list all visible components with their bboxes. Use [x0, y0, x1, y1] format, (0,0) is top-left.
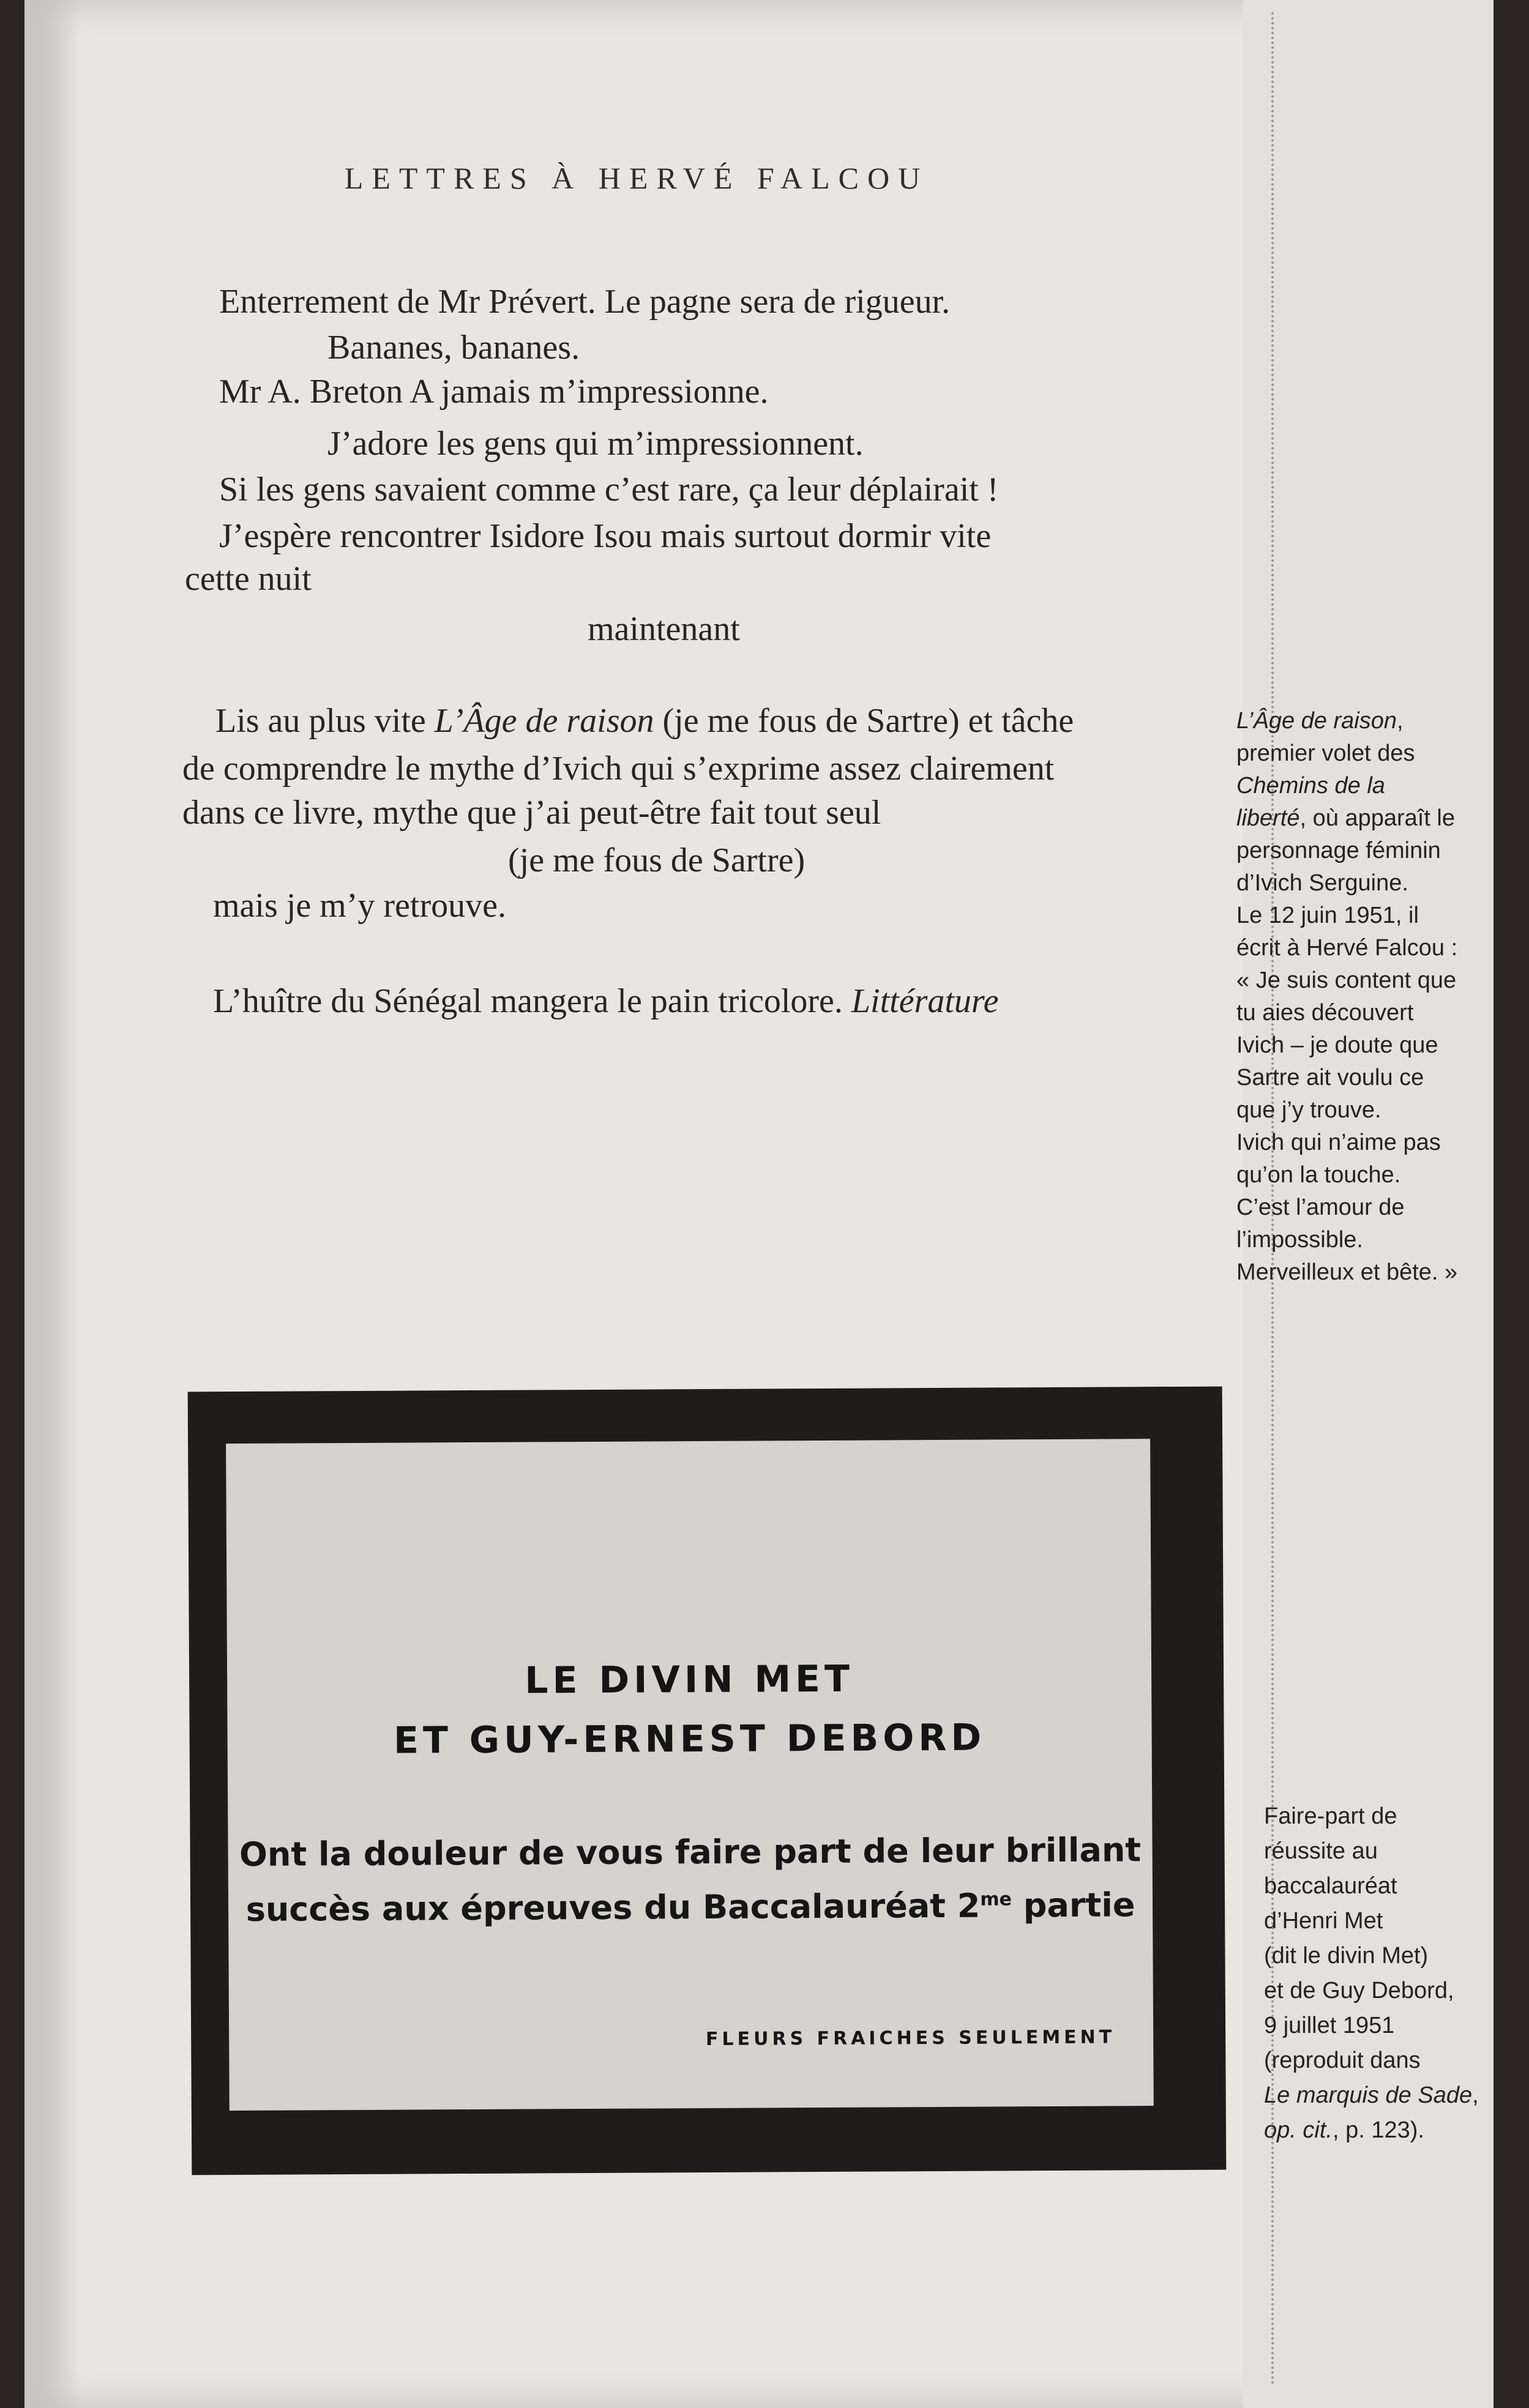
letter-line: dans ce livre, mythe que j’ai peut-être fait tout seul: [182, 794, 881, 832]
letter-line: J’espère rencontrer Isidore Isou mais surtout dormir vite: [219, 517, 992, 555]
margin-note-sartre: L’Âge de raison, premier volet des Chemins de la liberté, où apparaît le personnage féminin d’Ivich Serguine. Le 12 juin 1951, il écrit à Hervé Falcou : « Je suis content que tu aies découvert Ivich – je doute que Sartre ait voulu ce que j’y trouve. Ivich qui n’aime pas qu’on la touche. C’est l’amour de l’impossible. Merveilleux et bête. »: [1236, 708, 1458, 1285]
journal-title: Littérature: [851, 982, 999, 1020]
letter-line: de comprendre le mythe d’Ivich qui s’exprime assez clairement: [182, 750, 1055, 788]
faire-part-card-inner: [226, 1439, 1154, 2111]
letter-line: mais je m’y retrouve.: [213, 887, 506, 925]
gutter-shadow: [24, 0, 80, 2408]
book-page: [24, 0, 1493, 2408]
letter-line: maintenant: [588, 610, 740, 648]
letter-line: Mr A. Breton A jamais m’impressionne.: [219, 373, 769, 411]
letter-line: J’adore les gens qui m’impressionnent.: [327, 425, 864, 463]
card-title-line-2: ET GUY-ERNEST DEBORD: [393, 1716, 986, 1762]
running-header: LETTRES À HERVÉ FALCOU: [344, 161, 929, 195]
faire-part-card: [188, 1387, 1227, 2175]
letter-line: Enterrement de Mr Prévert. Le pagne sera de rigueur.: [219, 283, 951, 321]
letter-line: Lis au plus vite L’Âge de raison (je me fous de Sartre) et tâche: [215, 702, 1074, 740]
margin-note-faire-part: Faire-part de réussite au baccalauréat d’Henri Met (dit le divin Met) et de Guy Debord, 9 juillet 1951 (reproduit dans Le marquis de Sade, op. cit., p. 123).: [1264, 1803, 1479, 2143]
card-message-line-1: Ont la douleur de vous faire part de leur brillant: [239, 1830, 1142, 1874]
book-title: L’Âge de raison: [434, 702, 654, 740]
letter-line: (je me fous de Sartre): [508, 841, 806, 879]
letter-line: Si les gens savaient comme c’est rare, ça leur déplairait !: [219, 471, 999, 509]
letter-line: cette nuit: [185, 560, 312, 598]
letter-line: L’huître du Sénégal mangera le pain tricolore. Littérature: [213, 982, 999, 1020]
card-title-line-1: LE DIVIN MET: [525, 1657, 854, 1702]
card-footer: FLEURS FRAICHES SEULEMENT: [705, 2026, 1116, 2051]
letter-line: Bananes, bananes.: [327, 329, 580, 367]
card-message-line-2: succès aux épreuves du Baccalauréat $2^{me}$ partie: [245, 1885, 1135, 1929]
